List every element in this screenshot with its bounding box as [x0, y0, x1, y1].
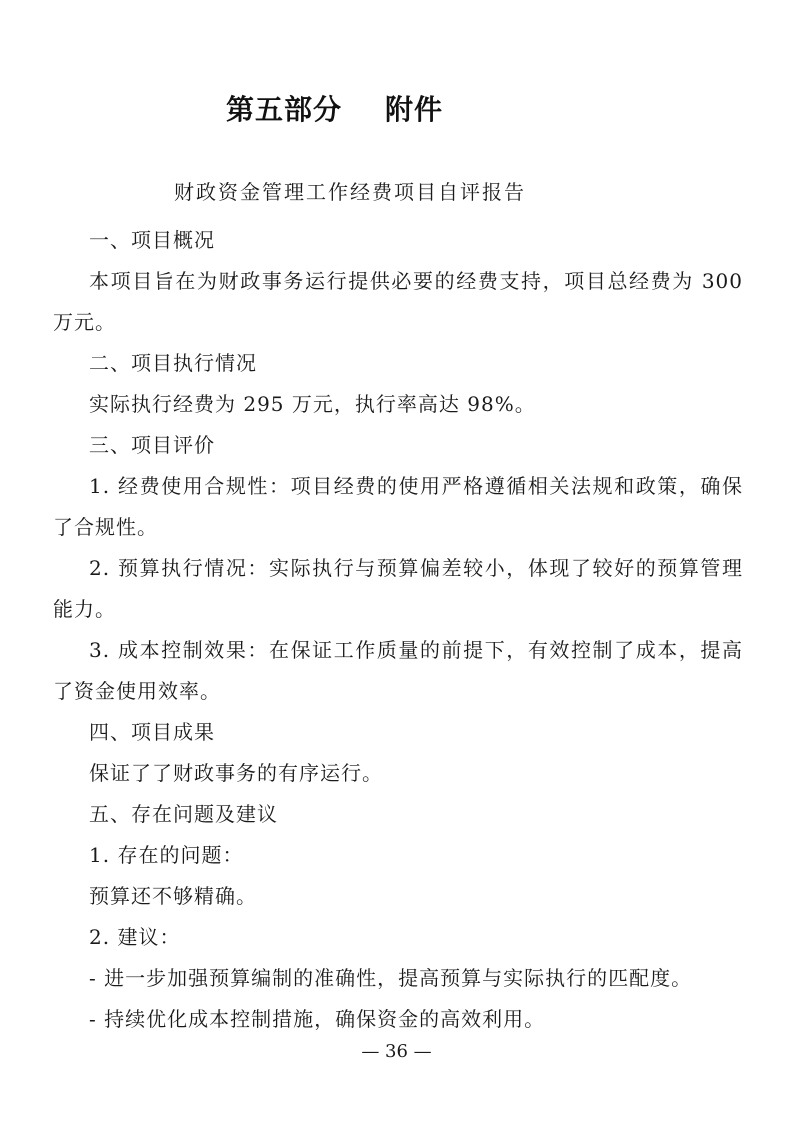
paragraph: 保证了了财政事务的有序运行。 [89, 761, 383, 785]
list-item: - 持续优化成本控制措施，确保资金的高效利用。 [89, 1007, 546, 1031]
section-heading: 二、项目执行情况 [89, 351, 257, 375]
sub-heading: 1. 存在的问题： [89, 843, 244, 867]
paragraph: 实际执行经费为 295 万元，执行率高达 98%。 [89, 392, 536, 416]
list-item: - 进一步加强预算编制的准确性，提高预算与实际执行的匹配度。 [89, 966, 693, 990]
section-heading: 三、项目评价 [89, 433, 215, 457]
paragraph: 预算还不够精确。 [89, 884, 257, 908]
section-heading: 一、项目概况 [89, 228, 215, 252]
sub-heading: 2. 建议： [89, 925, 181, 949]
report-body [53, 220, 743, 1040]
part-title: 第五部分 附件 [226, 93, 443, 126]
page-number: — 36 — [361, 1041, 432, 1062]
section-heading: 四、项目成果 [89, 720, 215, 744]
list-item: 1. 经费使用合规性：项目经费的使用严格遵循相关法规和政策，确保了合规性。 [53, 474, 743, 539]
report-title: 财政资金管理工作经费项目自评报告 [174, 180, 526, 204]
list-item: 3. 成本控制效果：在保证工作质量的前提下，有效控制了成本，提高了资金使用效率。 [53, 638, 743, 703]
section-heading: 五、存在问题及建议 [89, 802, 278, 826]
paragraph: 本项目旨在为财政事务运行提供必要的经费支持，项目总经费为 300万元。 [53, 269, 743, 334]
list-item: 2. 预算执行情况：实际执行与预算偏差较小，体现了较好的预算管理能力。 [53, 556, 743, 621]
